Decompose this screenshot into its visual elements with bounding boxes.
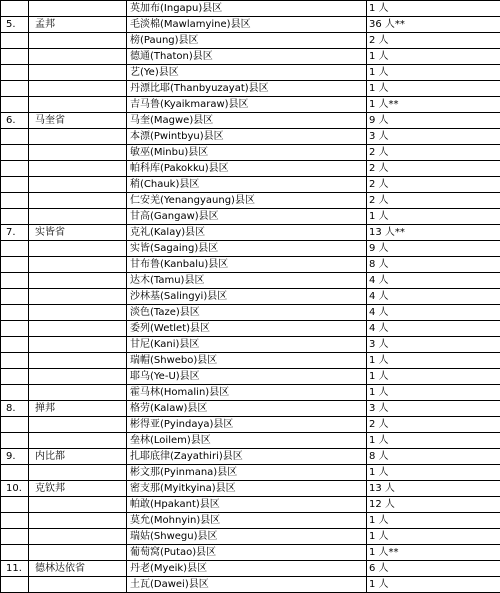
row-number [1,545,29,561]
province-name: 掸邦 [29,401,127,417]
row-number [1,465,29,481]
district-name: 丹老(Myeik)县区 [127,561,367,577]
district-name: 敏巫(Minbu)县区 [127,145,367,161]
table-row [1,577,500,593]
district-name: 委列(Wetlet)县区 [127,321,367,337]
case-count: 4 人 [367,321,500,337]
case-count: 1 人** [367,545,500,561]
table-row [1,65,500,81]
table-row [1,97,500,113]
province-name [29,209,127,225]
table-row [1,353,500,369]
district-name: 沙林基(Salingyi)县区 [127,289,367,305]
table-row [1,273,500,289]
province-name [29,465,127,481]
case-count: 3 人 [367,401,500,417]
province-name [29,305,127,321]
district-name: 本漂(Pwintbyu)县区 [127,129,367,145]
district-name: 密支那(Myitkyina)县区 [127,481,367,497]
row-number: 7. [1,225,29,241]
table-row [1,209,500,225]
case-count: 1 人** [367,97,500,113]
table-row [1,513,500,529]
table-row [1,145,500,161]
district-name: 耶乌(Ye-U)县区 [127,369,367,385]
table-row [1,81,500,97]
table-row [1,49,500,65]
table-row [1,17,500,33]
district-name: 格劳(Kalaw)县区 [127,401,367,417]
district-name: 稍(Chauk)县区 [127,177,367,193]
row-number [1,129,29,145]
case-count: 1 人 [367,65,500,81]
district-name: 土瓦(Dawei)县区 [127,577,367,593]
row-number [1,209,29,225]
province-name [29,33,127,49]
province-name [29,289,127,305]
row-number [1,433,29,449]
row-number [1,257,29,273]
row-number: 11. [1,561,29,577]
table-row [1,337,500,353]
table-row [1,241,500,257]
case-count: 9 人 [367,241,500,257]
row-number [1,241,29,257]
district-name: 克礼(Kalay)县区 [127,225,367,241]
table-row [1,433,500,449]
row-number [1,161,29,177]
table-row [1,321,500,337]
case-count: 8 人 [367,257,500,273]
province-name [29,97,127,113]
province-name [29,497,127,513]
row-number [1,273,29,289]
district-name: 英加布(Ingapu)县区 [127,1,367,17]
row-number [1,145,29,161]
district-name: 垒林(Loilem)县区 [127,433,367,449]
province-name [29,1,127,17]
table-row [1,129,500,145]
table-row [1,417,500,433]
case-count: 1 人 [367,209,500,225]
province-name [29,161,127,177]
district-name: 帕敢(Hpakant)县区 [127,497,367,513]
district-name: 仁安羌(Yenangyaung)县区 [127,193,367,209]
province-name [29,65,127,81]
district-name: 帕科库(Pakokku)县区 [127,161,367,177]
row-number [1,369,29,385]
row-number [1,81,29,97]
row-number [1,321,29,337]
district-name: 甘布鲁(Kanbalu)县区 [127,257,367,273]
case-count: 12 人 [367,497,500,513]
case-count: 13 人 [367,481,500,497]
table-row [1,1,500,17]
case-count: 2 人 [367,145,500,161]
row-number [1,353,29,369]
case-count: 1 人 [367,49,500,65]
province-name: 德林达依省 [29,561,127,577]
row-number: 8. [1,401,29,417]
province-name [29,513,127,529]
case-count: 9 人 [367,113,500,129]
table-row [1,449,500,465]
table-row [1,161,500,177]
case-count: 1 人 [367,385,500,401]
case-count: 1 人 [367,513,500,529]
case-count: 8 人 [367,449,500,465]
province-name [29,577,127,593]
row-number [1,385,29,401]
table-row [1,177,500,193]
district-name: 淡色(Taze)县区 [127,305,367,321]
province-name [29,545,127,561]
district-name: 彬得亚(Pyindaya)县区 [127,417,367,433]
table-row [1,33,500,49]
province-name [29,273,127,289]
row-number [1,97,29,113]
province-name [29,145,127,161]
case-count: 4 人 [367,305,500,321]
case-count: 3 人 [367,337,500,353]
case-count: 13 人** [367,225,500,241]
district-name: 吉马鲁(Kyaikmaraw)县区 [127,97,367,113]
district-name: 瑞姑(Shwegu)县区 [127,529,367,545]
row-number [1,417,29,433]
province-name [29,417,127,433]
table-row [1,113,500,129]
district-name: 毛淡棉(Mawlamyine)县区 [127,17,367,33]
table-row [1,289,500,305]
district-name: 实皆(Sagaing)县区 [127,241,367,257]
district-name: 德通(Thaton)县区 [127,49,367,65]
province-name: 马奎省 [29,113,127,129]
table-row [1,225,500,241]
province-name: 孟邦 [29,17,127,33]
case-count: 1 人 [367,433,500,449]
case-count: 3 人 [367,129,500,145]
table-row [1,385,500,401]
province-name [29,241,127,257]
case-count: 1 人 [367,369,500,385]
province-name: 实皆省 [29,225,127,241]
table-row [1,257,500,273]
case-count: 2 人 [367,33,500,49]
province-name [29,337,127,353]
row-number [1,337,29,353]
row-number: 9. [1,449,29,465]
row-number [1,529,29,545]
row-number [1,49,29,65]
province-name: 克钦邦 [29,481,127,497]
district-name: 丹漂比耶(Thanbyuzayat)县区 [127,81,367,97]
district-name: 葡萄窝(Putao)县区 [127,545,367,561]
province-name [29,353,127,369]
row-number [1,513,29,529]
table-row [1,497,500,513]
province-name [29,369,127,385]
row-number [1,65,29,81]
district-name: 莫允(Mohnyin)县区 [127,513,367,529]
case-count: 1 人 [367,465,500,481]
case-count: 1 人 [367,1,500,17]
province-name [29,529,127,545]
table-row [1,401,500,417]
case-count: 6 人 [367,561,500,577]
province-name [29,433,127,449]
district-name: 瑞帽(Shwebo)县区 [127,353,367,369]
row-number [1,577,29,593]
province-name [29,193,127,209]
province-name [29,81,127,97]
district-name: 彬文那(Pyinmana)县区 [127,465,367,481]
table-row [1,481,500,497]
row-number: 10. [1,481,29,497]
district-name: 马奎(Magwe)县区 [127,113,367,129]
row-number: 5. [1,17,29,33]
row-number [1,289,29,305]
case-count: 36 人** [367,17,500,33]
district-name: 霍马林(Homalin)县区 [127,385,367,401]
row-number [1,33,29,49]
case-count: 1 人 [367,529,500,545]
district-name: 扎耶底律(Zayathiri)县区 [127,449,367,465]
case-count: 4 人 [367,273,500,289]
district-name: 达木(Tamu)县区 [127,273,367,289]
row-number [1,1,29,17]
case-count: 4 人 [367,289,500,305]
district-name: 甘尼(Kani)县区 [127,337,367,353]
table-row [1,369,500,385]
province-name [29,177,127,193]
case-count: 2 人 [367,193,500,209]
case-count: 1 人 [367,577,500,593]
table-row [1,465,500,481]
case-count: 2 人 [367,161,500,177]
province-name: 内比都 [29,449,127,465]
row-number [1,497,29,513]
case-count: 2 人 [367,417,500,433]
province-name [29,385,127,401]
table-row [1,193,500,209]
case-count: 1 人 [367,81,500,97]
row-number: 6. [1,113,29,129]
table-row [1,545,500,561]
row-number [1,193,29,209]
province-name [29,321,127,337]
case-count: 1 人 [367,353,500,369]
district-name: 艺(Ye)县区 [127,65,367,81]
row-number [1,177,29,193]
province-name [29,49,127,65]
province-name [29,129,127,145]
table-row [1,529,500,545]
province-name [29,257,127,273]
case-count: 2 人 [367,177,500,193]
row-number [1,305,29,321]
district-name: 榜(Paung)县区 [127,33,367,49]
table-body [1,1,500,593]
table-row [1,305,500,321]
table-row [1,561,500,577]
district-name: 甘高(Gangaw)县区 [127,209,367,225]
